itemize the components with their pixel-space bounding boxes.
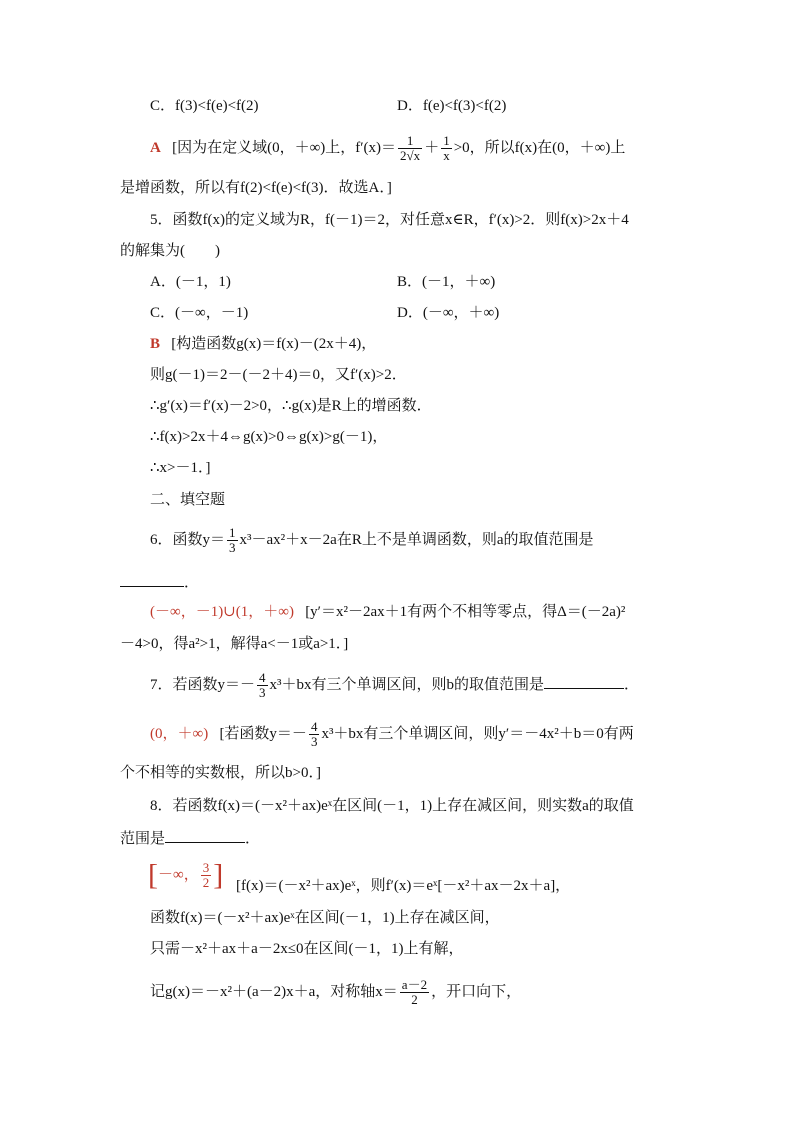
q5-option-a: A．(－1，1) [150,274,231,290]
q4-answer: A [150,139,161,156]
q6-fraction: $\frac{1}{3}$ [229,525,236,555]
section-title: 二、填空题 [150,492,226,508]
q8-answer: [－∞， $\frac{3}{2}$ ] [148,858,224,892]
q5-option-d: D．(－∞，＋∞) [397,305,500,321]
q5-solution-line2: 则g(－1)＝2－(－2＋4)＝0，又f′(x)>2． [150,367,407,383]
q8-solution-line3: 只需－x²＋ax＋a－2x≤0在区间(－1，1)上有解， [150,941,464,957]
q7-sol-fraction: $\frac{4}{3}$ [310,719,318,749]
q5-stem-line2: 的解集为( ) [120,243,220,259]
q5-solution-line4: ∴f(x)>2x＋4⇔g(x)>0⇔g(x)>g(－1)， [150,429,388,445]
q7-solution-line2: 个不相等的实数根，所以b>0．] [120,765,321,781]
q4-fraction-2: $\frac{1}{x}$ [443,133,450,163]
q6-answer: (－∞，－1)∪(1，＋∞) [150,604,294,620]
q8-stem-line2: 范围是 ． [120,828,260,849]
q6-solution-line1: (－∞，－1)∪(1，＋∞) [y′＝x²－2ax＋1有两个不相等零点，得Δ＝(－2a)² [150,604,626,620]
q4-sol-a: [因为在定义域(0，＋∞)上，f′(x)＝ [172,139,397,156]
q4-solution-line1: A [因为在定义域(0，＋∞)上，f′(x)＝ $\frac{1}{2√x}$ ＋ $\frac{1}{x}$ >0，所以f(x)在(0，＋∞)上 [150,133,626,163]
q6-stem-line1: 6．函数y＝ $\frac{1}{3}$ x³－ax²＋x－2a在R上不是单调函数，则a的取值范围是 [150,525,594,555]
q5-solution-line1: B [构造函数g(x)＝f(x)－(2x＋4)， [150,336,377,352]
q5-stem-line1: 5．函数f(x)的定义域为R，f(－1)＝2，对任意x∈R，f′(x)>2．则f(x)>2x＋4 [150,212,629,228]
q8-sol-fraction: $\frac{a-2}{2}$ [401,977,428,1007]
q5-solution-line5: ∴x>－1．] [150,460,211,476]
q4-option-d: D．f(e)<f(3)<f(2) [397,98,507,114]
right-bracket-icon: ] [213,858,224,892]
q6-solution-line2: －4>0，得a²>1，解得a<－1或a>1．] [120,636,349,652]
q7-solution-line1: (0，＋∞) [若函数y＝－ $\frac{4}{3}$ x³＋bx有三个单调区间，则y′＝－4x²＋b＝0有两 [150,719,634,749]
q4-solution-line2: 是增函数，所以有f(2)<f(e)<f(3)．故选A．] [120,180,392,196]
q5-option-c: C．(－∞，－1) [150,305,249,321]
q7-stem: 7．若函数y＝－ $\frac{4}{3}$ x³＋bx有三个单调区间，则b的取值范围是 ． [150,670,640,700]
q8-solution-line4: 记g(x)＝－x²＋(a－2)x＋a，对称轴x＝ $\frac{a-2}{2}$ ，开口向下， [150,977,522,1007]
q8-solution-line1: [f(x)＝(－x²＋ax)eˣ，则f′(x)＝eˣ[－x²＋ax－2x＋a]， [236,878,571,894]
q5-option-b: B．(－1，＋∞) [397,274,496,290]
q8-stem-line1: 8．若函数f(x)＝(－x²＋ax)eˣ在区间(－1，1)上存在减区间，则实数a的取值 [150,798,634,814]
q7-fraction: $\frac{4}{3}$ [259,670,266,700]
q5-solution-line3: ∴g′(x)＝f′(x)－2>0，∴g(x)是R上的增函数． [150,398,432,414]
q5-answer: B [150,336,161,352]
q7-answer: (0，＋∞) [150,725,209,742]
q8-answer-fraction: $\frac{3}{2}$ [202,860,210,891]
q4-fraction-1: $\frac{1}{2√x}$ [400,133,421,163]
q4-sol-b: >0，所以f(x)在(0，＋∞)上 [453,139,626,156]
q8-solution-line2: 函数f(x)＝(－x²＋ax)eˣ在区间(－1，1)上存在减区间， [150,910,500,926]
q6-answer-blank: ． [120,572,199,593]
left-bracket-icon: [ [148,858,158,892]
q4-option-c: C．f(3)<f(e)<f(2) [150,98,259,114]
